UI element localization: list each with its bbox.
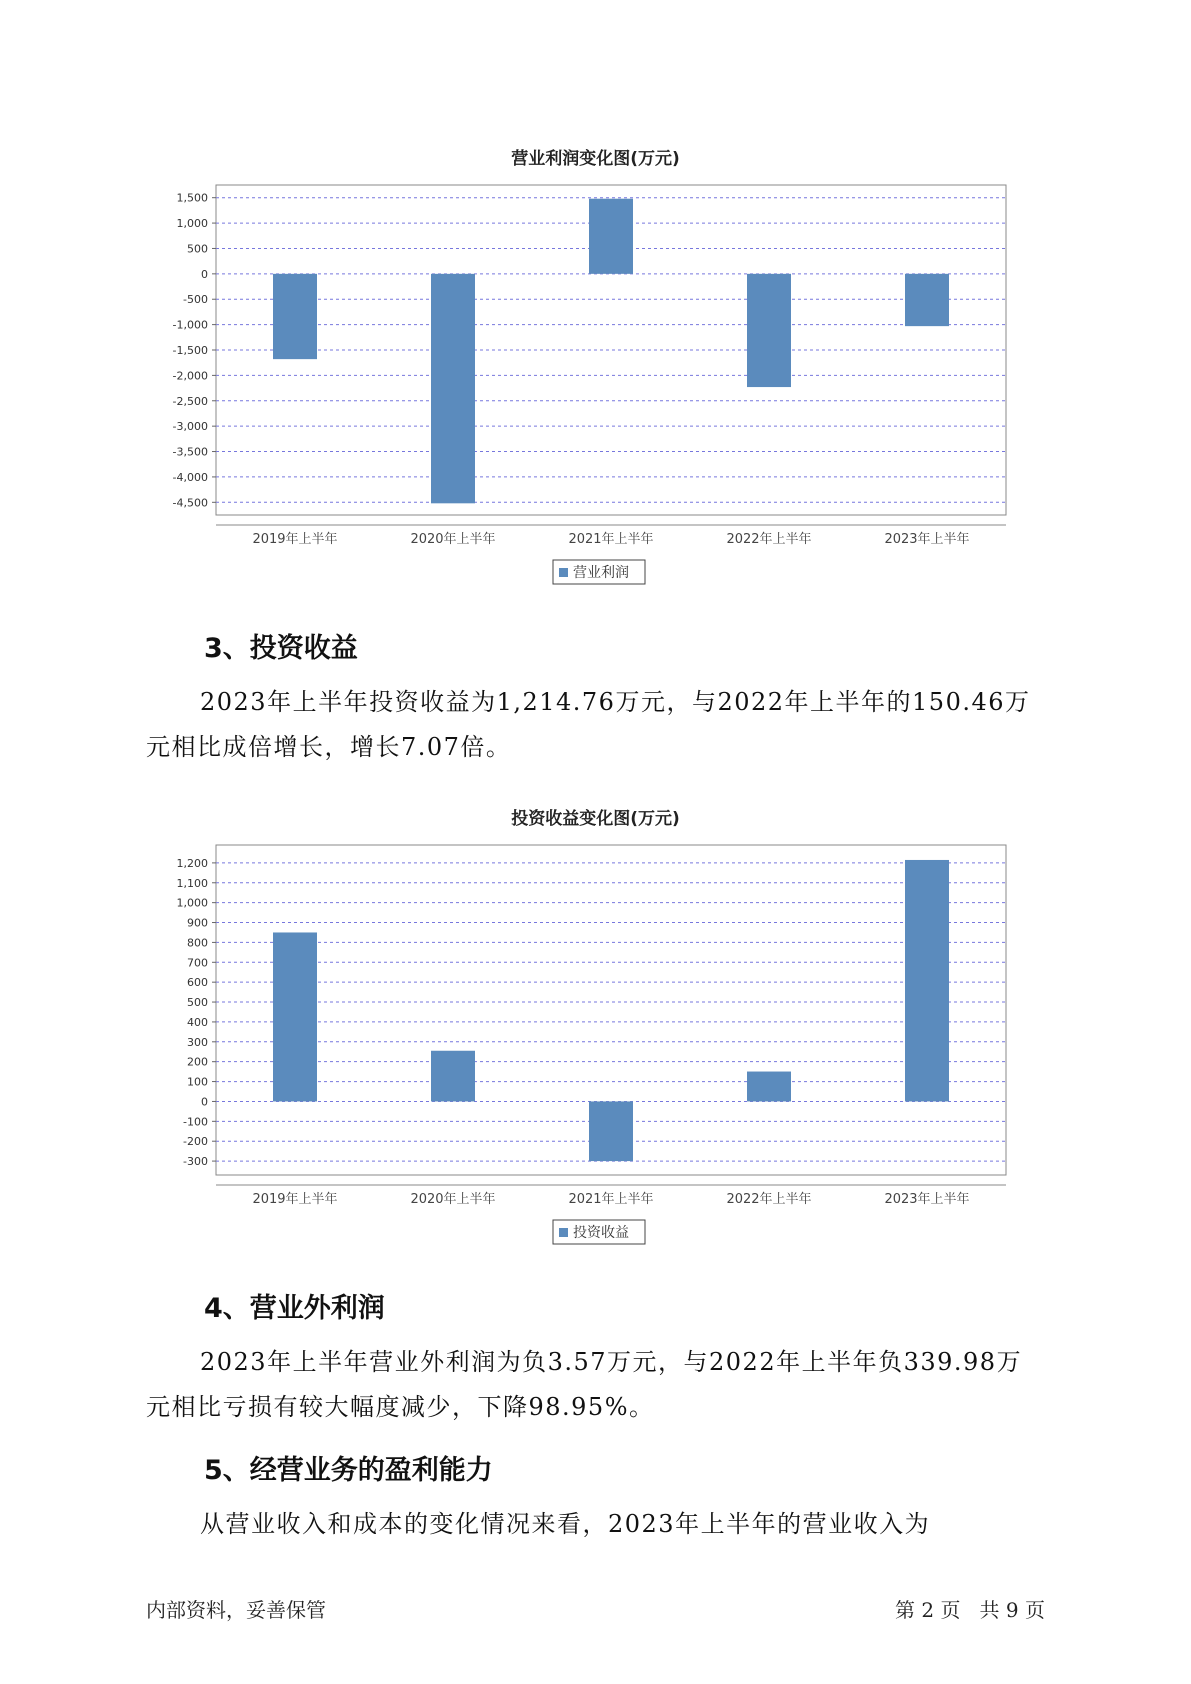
y-tick-label: -300 — [183, 1155, 208, 1169]
x-tick-label: 2019年上半年 — [252, 1192, 338, 1207]
y-tick-label: -200 — [183, 1135, 208, 1149]
section-5-line-1: 从营业收入和成本的变化情况来看，2023年上半年的营业收入为 — [200, 1510, 931, 1538]
section-4-line-2: 元相比亏损有较大幅度减少，下降98.95%。 — [146, 1393, 655, 1421]
x-tick-label: 2021年上半年 — [568, 1192, 654, 1207]
y-tick-label: 300 — [187, 1035, 208, 1049]
y-tick-label: 1,000 — [176, 896, 208, 910]
bar — [431, 1051, 475, 1102]
y-tick-label: 1,000 — [176, 217, 208, 231]
y-tick-label: 600 — [187, 976, 208, 990]
bar — [589, 1101, 633, 1161]
y-tick-label: 1,100 — [176, 876, 208, 890]
y-tick-label: 900 — [187, 916, 208, 930]
y-tick-label: 500 — [187, 996, 208, 1010]
y-tick-label: 0 — [201, 1095, 208, 1109]
y-tick-label: -100 — [183, 1115, 208, 1129]
section-3-line-1: 2023年上半年投资收益为1,214.76万元，与2022年上半年的150.46万 — [200, 688, 1031, 716]
legend-swatch — [559, 1228, 568, 1237]
bar — [589, 199, 633, 274]
chart1-title: 营业利润变化图(万元) — [511, 149, 680, 169]
y-tick-label: -4,500 — [172, 496, 208, 510]
x-tick-label: 2022年上半年 — [726, 532, 812, 547]
x-tick-label: 2019年上半年 — [252, 532, 338, 547]
section-3-paragraph — [146, 680, 1046, 770]
y-tick-label: -500 — [183, 293, 208, 307]
section-4-line-1: 2023年上半年营业外利润为负3.57万元，与2022年上半年负339.98万 — [200, 1348, 1023, 1376]
x-tick-label: 2023年上半年 — [884, 1192, 970, 1207]
section-4-paragraph — [146, 1340, 1046, 1430]
x-tick-label: 2023年上半年 — [884, 532, 970, 547]
x-tick-label: 2020年上半年 — [410, 532, 496, 547]
x-tick-label: 2020年上半年 — [410, 1192, 496, 1207]
section-5-paragraph — [146, 1502, 1046, 1547]
y-tick-label: -4,000 — [172, 470, 208, 484]
bar — [273, 274, 317, 359]
y-tick-label: 1,200 — [176, 856, 208, 870]
y-tick-label: -2,000 — [172, 369, 208, 383]
investment-income-chart — [0, 835, 1191, 1255]
bar — [905, 860, 949, 1101]
y-tick-label: -3,000 — [172, 420, 208, 434]
bar — [905, 274, 949, 326]
y-tick-label: 400 — [187, 1015, 208, 1029]
y-tick-label: 1,500 — [176, 191, 208, 205]
legend-label: 投资收益 — [573, 1225, 629, 1241]
y-tick-label: -2,500 — [172, 394, 208, 408]
y-tick-label: 0 — [201, 267, 208, 281]
x-tick-label: 2022年上半年 — [726, 1192, 812, 1207]
footer-page-number: 第 2 页 共 9 页 — [895, 1598, 1045, 1622]
y-tick-label: 800 — [187, 936, 208, 950]
y-tick-label: -3,500 — [172, 445, 208, 459]
section-3-heading: 3、投资收益 — [204, 633, 358, 664]
y-tick-label: -1,500 — [172, 344, 208, 357]
legend-label: 营业利润 — [573, 565, 629, 581]
bar — [747, 1072, 791, 1102]
y-tick-label: 500 — [187, 242, 208, 256]
y-tick-label: 200 — [187, 1055, 208, 1069]
section-3-line-2: 元相比成倍增长，增长7.07倍。 — [146, 733, 512, 761]
bar — [747, 274, 791, 387]
bar — [273, 932, 317, 1101]
operating-profit-chart — [0, 175, 1191, 595]
y-tick-label: -1,000 — [172, 318, 208, 332]
y-tick-label: 700 — [187, 956, 208, 970]
section-5-heading: 5、经营业务的盈利能力 — [204, 1455, 493, 1486]
footer-confidential-note: 内部资料，妥善保管 — [146, 1598, 326, 1622]
chart2-title: 投资收益变化图(万元) — [511, 809, 680, 829]
legend-swatch — [559, 568, 568, 577]
y-tick-label: 100 — [187, 1075, 208, 1089]
section-4-heading: 4、营业外利润 — [204, 1293, 385, 1324]
bar — [431, 274, 475, 503]
x-tick-label: 2021年上半年 — [568, 532, 654, 547]
